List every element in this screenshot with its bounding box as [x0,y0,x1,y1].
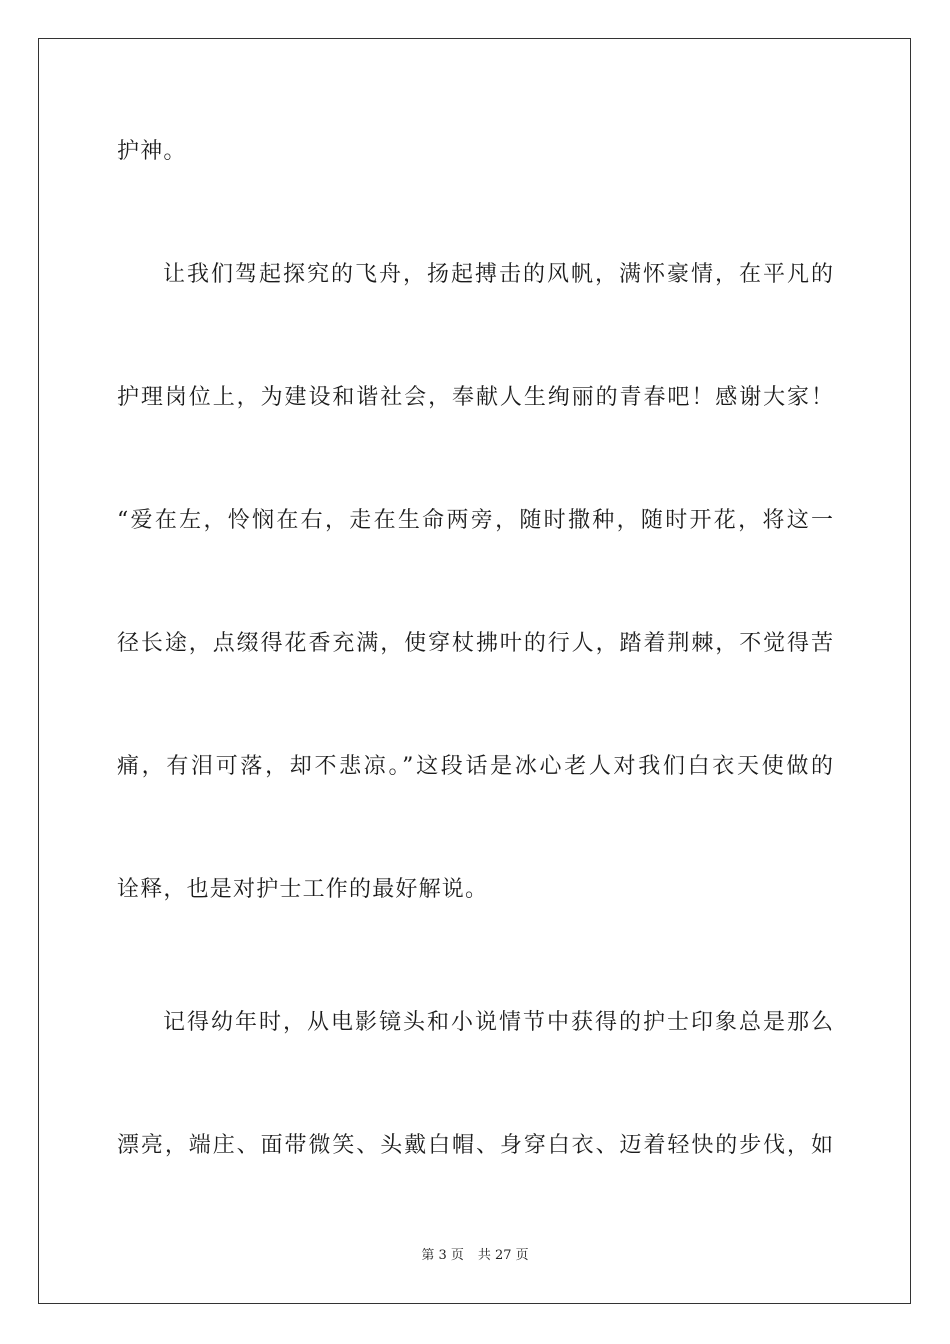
text-line: 诠释，也是对护士工作的最好解说。 [117,877,489,902]
text-line: 漂亮，端庄、面带微笑、头戴白帽、身穿白衣、迈着轻快的步伐，如 [117,1133,833,1158]
text-line: 护理岗位上，为建设和谐社会，奉献人生绚丽的青春吧！感谢大家！ [117,385,833,410]
page-border [38,38,911,1304]
page-footer [0,1248,950,1264]
text-line: “爱在左，怜悯在右，走在生命两旁，随时撒种，随时开花，将这一 [117,508,833,533]
paragraph-first-line: 让我们驾起探究的飞舟，扬起搏击的风帆，满怀豪情，在平凡的 [163,262,833,287]
text-line: 痛，有泪可落，却不悲凉。”这段话是冰心老人对我们白衣天使做的 [117,754,833,779]
text-line: 护神。 [117,139,187,164]
page-total: 共 27 页 [477,1248,529,1263]
paragraph-first-line: 记得幼年时，从电影镜头和小说情节中获得的护士印象总是那么 [163,1010,833,1035]
page-number: 第 3 页 [421,1248,464,1263]
text-line: 径长途，点缀得花香充满，使穿杖拂叶的行人，踏着荆棘，不觉得苦 [117,631,833,656]
